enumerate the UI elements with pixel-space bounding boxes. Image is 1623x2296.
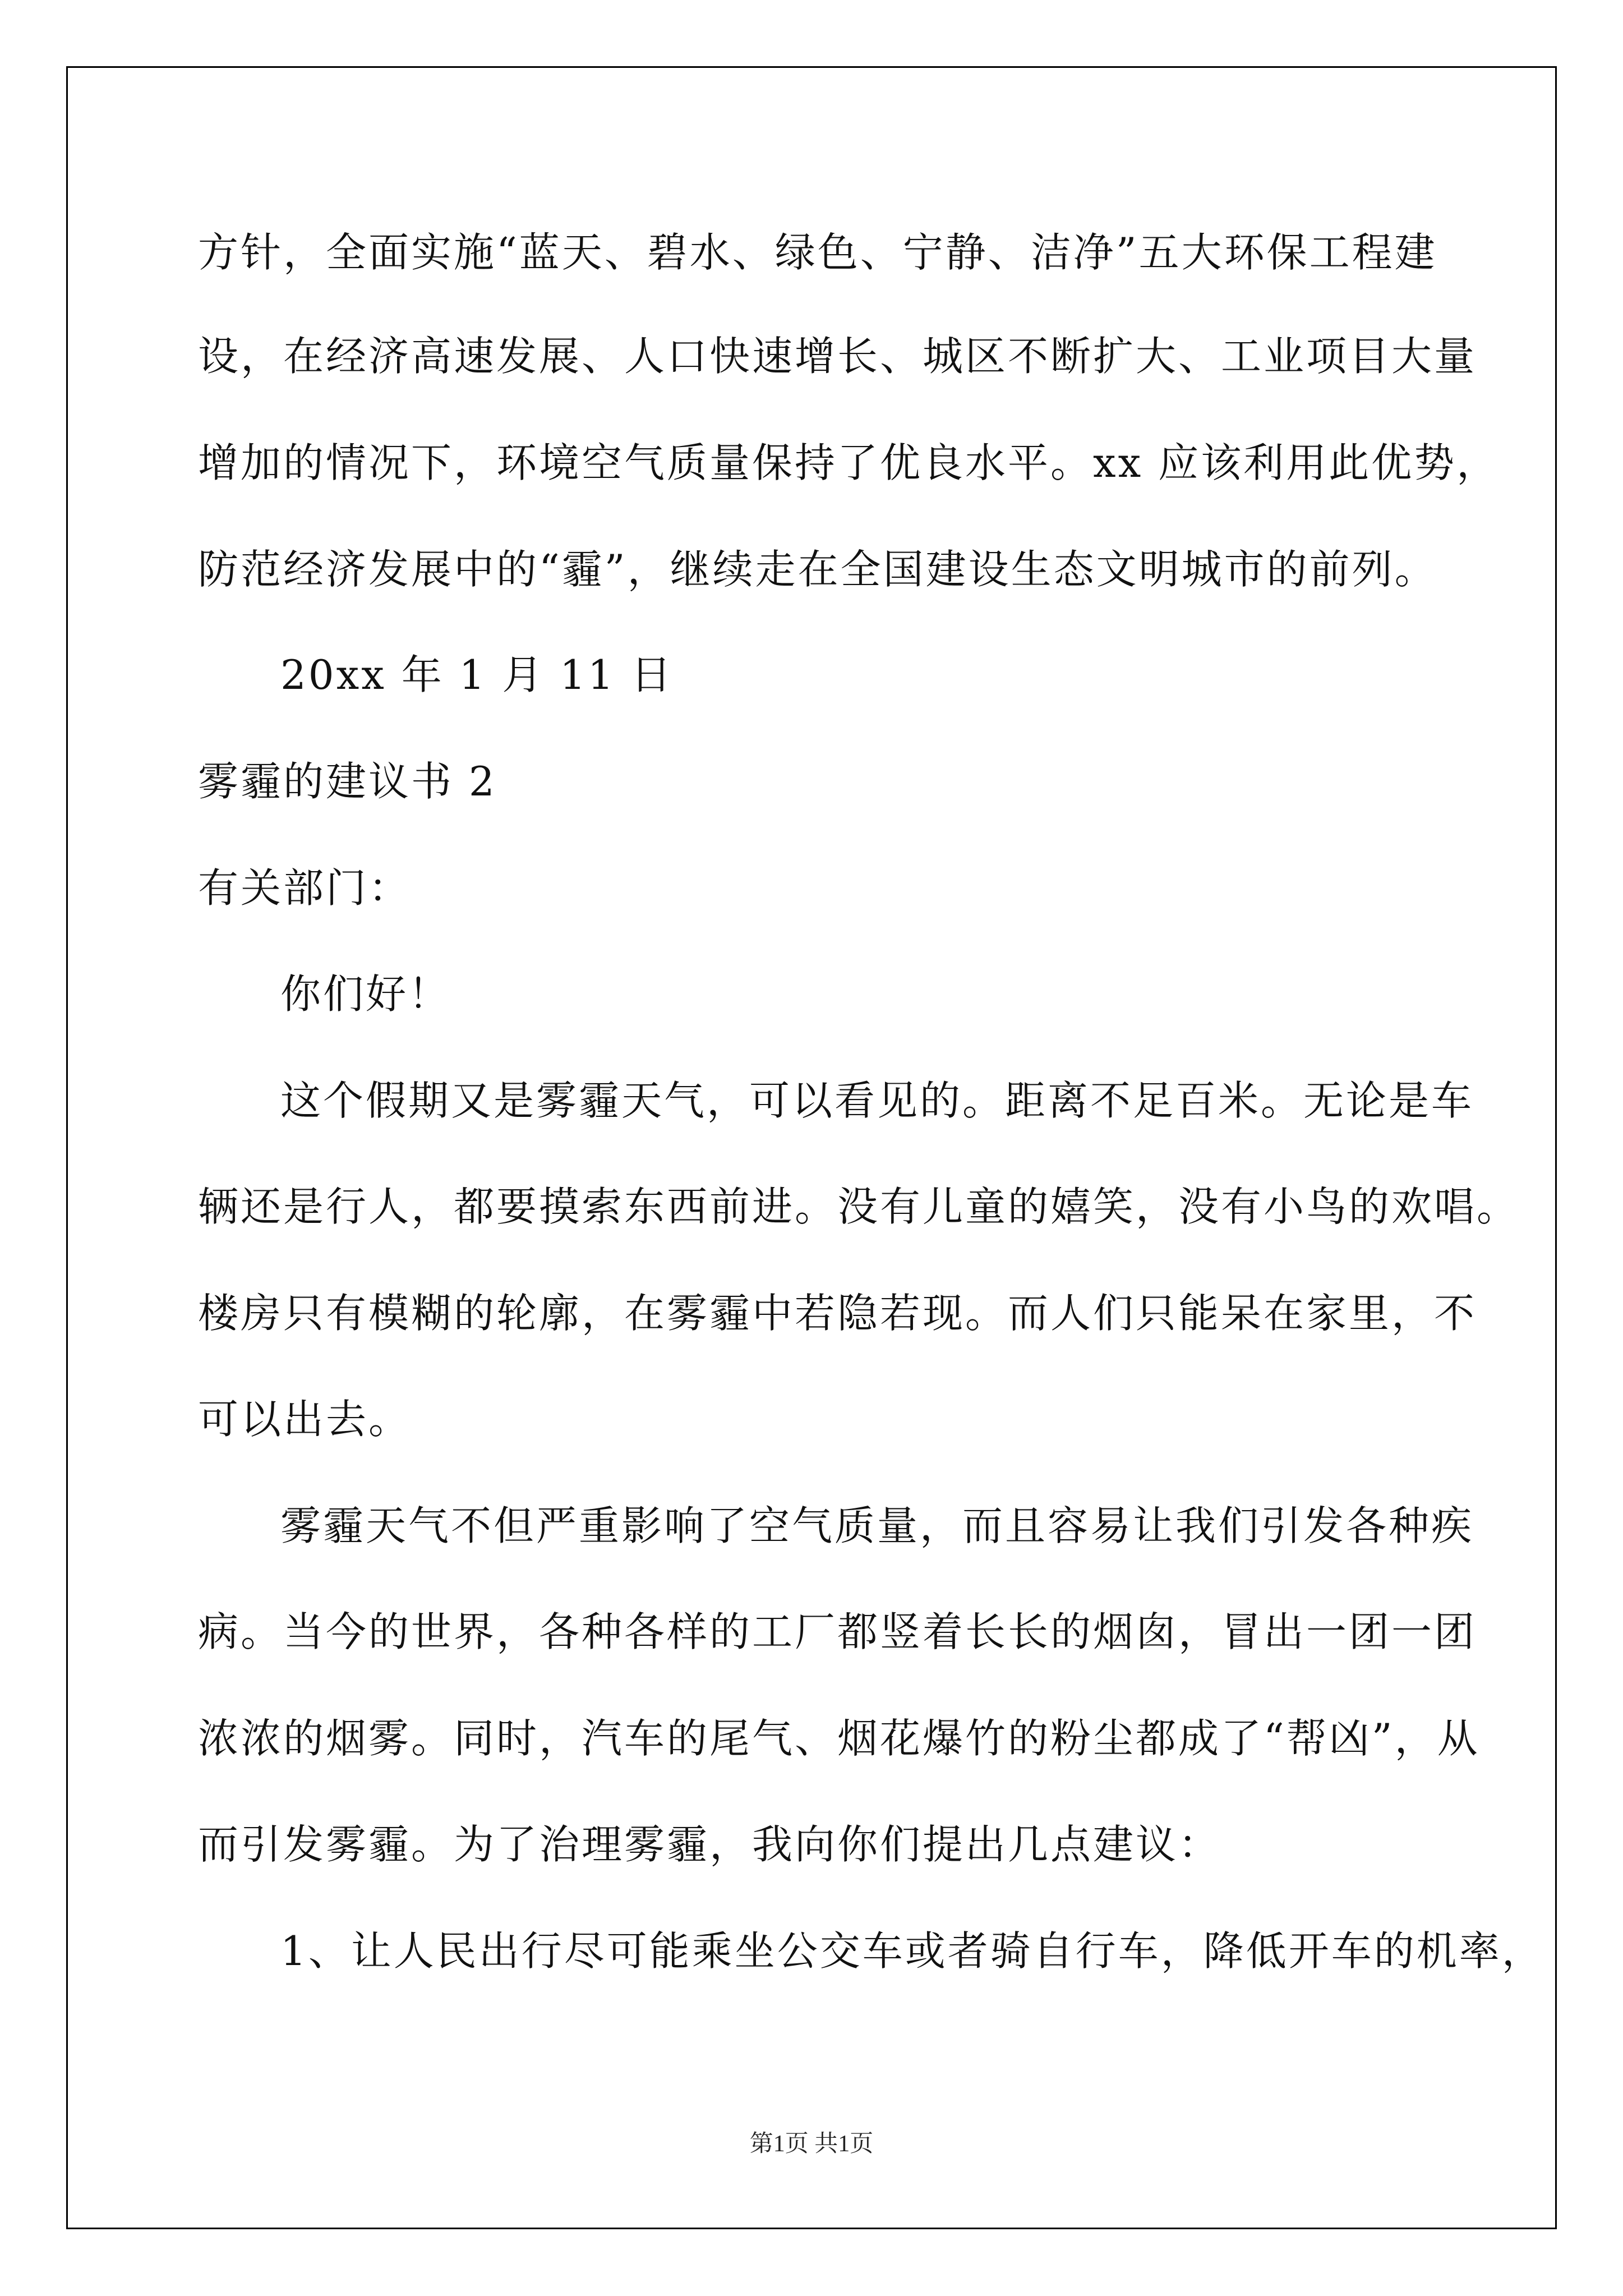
salutation: 有关部门： (198, 864, 412, 912)
section-title: 雾霾的建议书 2 (198, 758, 497, 805)
date-line: 20xx 年 1 月 11 日 (280, 651, 674, 698)
text-line: 楼房只有模糊的轮廓，在雾霾中若隐若现。而人们只能呆在家里，不 (198, 1290, 1477, 1337)
page-border (66, 66, 1557, 2229)
text-line: 1、让人民出行尽可能乘坐公交车或者骑自行车，降低开车的机率， (280, 1927, 1544, 1975)
text-line: 浓浓的烟雾。同时，汽车的尾气、烟花爆竹的粉尘都成了“帮凶”，从 (198, 1715, 1480, 1762)
text-line: 增加的情况下，环境空气质量保持了优良水平。xx 应该利用此优势， (198, 439, 1500, 486)
text-line: 而引发雾霾。为了治理雾霾，我向你们提出几点建议： (198, 1821, 1221, 1868)
text-line: 设，在经济高速发展、人口快速增长、城区不断扩大、工业项目大量 (198, 333, 1477, 380)
page-footer: 第1页 共1页 (749, 2131, 874, 2157)
text-line: 这个假期又是雾霾天气，可以看见的。距离不足百米。无论是车 (280, 1077, 1474, 1124)
text-line: 雾霾天气不但严重影响了空气质量，而且容易让我们引发各种疾 (280, 1502, 1474, 1549)
greeting: 你们好！ (280, 970, 451, 1018)
text-line: 可以出去。 (198, 1396, 412, 1443)
text-line: 辆还是行人，都要摸索东西前进。没有儿童的嬉笑，没有小鸟的欢唱。 (198, 1183, 1520, 1230)
text-line: 方针，全面实施“蓝天、碧水、绿色、宁静、洁净”五大环保工程建 (198, 229, 1437, 276)
text-line: 防范经济发展中的“霾”，继续走在全国建设生态文明城市的前列。 (198, 546, 1437, 593)
text-line: 病。当今的世界，各种各样的工厂都竖着长长的烟囱，冒出一团一团 (198, 1608, 1477, 1655)
